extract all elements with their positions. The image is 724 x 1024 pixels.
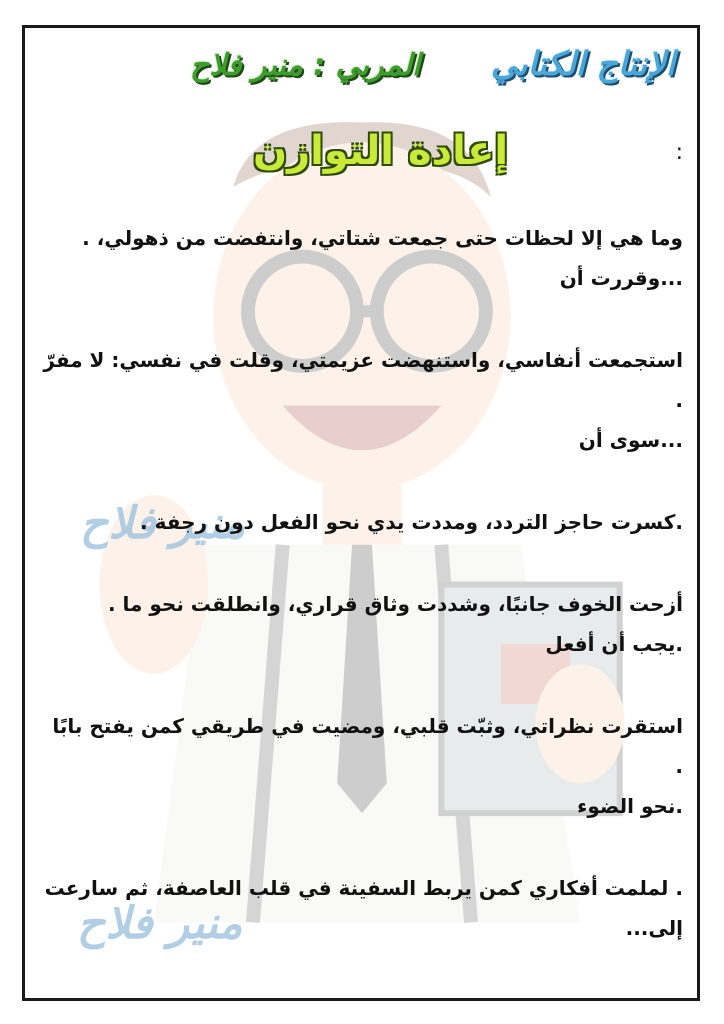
paragraph-line: . لملمت أفكاري كمن يربط السفينة في قلب العاصفة، ثم سارعت bbox=[44, 876, 683, 900]
text-content bbox=[39, 218, 683, 990]
watermark-signature: منير فلاح bbox=[80, 498, 246, 549]
intro-colon: : bbox=[675, 140, 683, 165]
paragraph-line: إلى... bbox=[625, 916, 683, 940]
paragraph-line: ...وقررت أن bbox=[559, 266, 683, 290]
paragraph bbox=[39, 868, 683, 948]
paragraph bbox=[39, 502, 683, 542]
paragraph bbox=[39, 706, 683, 826]
paragraph-line: أزحت الخوف جانبًا، وشددت وثاق قراري، وانطلقت نحو ما . bbox=[107, 592, 683, 616]
page-title: إعادة التوازن bbox=[253, 128, 509, 174]
paragraph-line: .نحو الضوء bbox=[577, 794, 683, 818]
watermark-signature: منير فلاح bbox=[77, 898, 243, 949]
paragraph bbox=[39, 218, 683, 298]
paragraph-line: استجمعت أنفاسي، واستنهضت عزيمتي، وقلت في نفسي: لا مفرّ . bbox=[43, 348, 683, 412]
paragraph-line: .كسرت حاجز التردد، ومددت يدي نحو الفعل دون رجفة . bbox=[140, 510, 683, 534]
paragraph bbox=[39, 584, 683, 664]
paragraph-line: وما هي إلا لحظات حتى جمعت شتاتي، وانتفضت من ذهولي، . bbox=[82, 226, 683, 250]
paragraph-line: استقرت نظراتي، وثبّت قلبي، ومضيت في طريقي كمن يفتح بابًا . bbox=[52, 714, 683, 778]
paragraph bbox=[39, 340, 683, 460]
teacher-name: المربي : منير فلاح bbox=[190, 48, 421, 83]
paragraph-line: ...سوى أن bbox=[578, 428, 683, 452]
paragraph-line: .يجب أن أفعل bbox=[545, 632, 683, 656]
page-frame bbox=[22, 25, 700, 1001]
subject-heading: الإنتاج الكتابي bbox=[490, 44, 675, 83]
